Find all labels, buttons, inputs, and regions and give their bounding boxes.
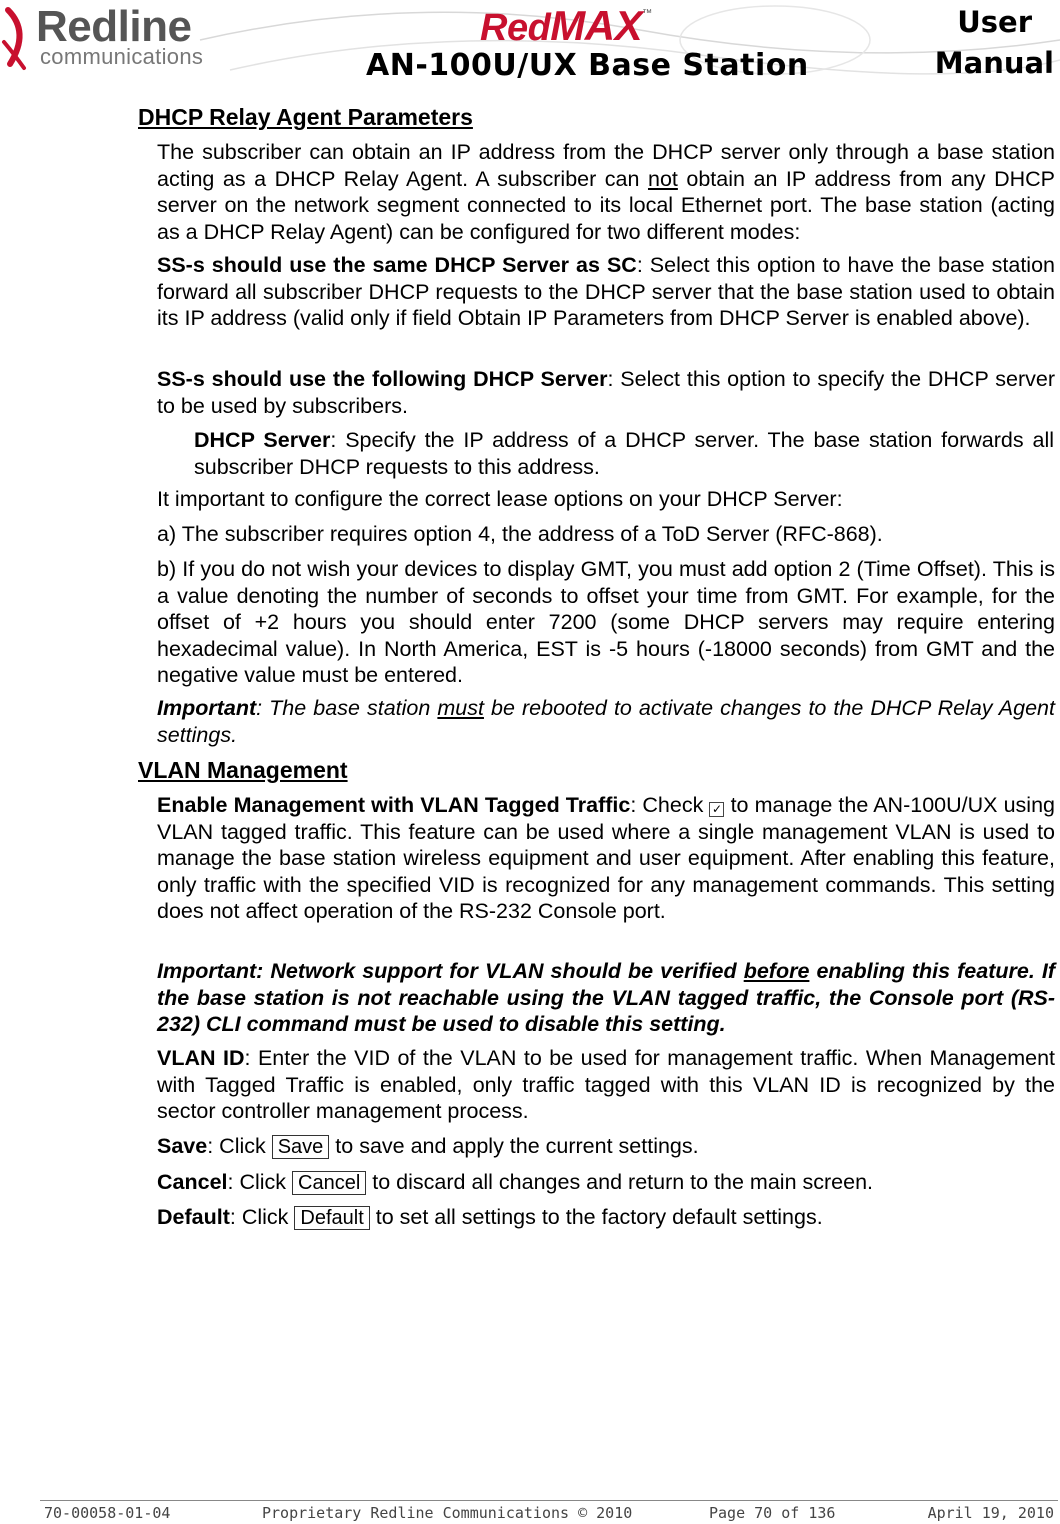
save-label: Save <box>157 1134 208 1158</box>
brand-trademark: ™ <box>642 8 652 19</box>
important-text-1: : The base station <box>256 696 438 720</box>
enable-vlan-option <box>157 792 1055 925</box>
following-server-text: : Select this option to specify the DHCP server to be used by subscribers. <box>157 367 1055 418</box>
footer-page-number: Page 70 of 136 <box>709 1504 836 1522</box>
dhcp-server-text: : Specify the IP address of a DHCP server. The base station forwards all subscriber DHCP requests to this address. <box>194 428 1055 479</box>
logo-name: Redline <box>36 2 192 51</box>
warning-label: Important <box>157 959 257 983</box>
important-label: Important <box>157 696 257 720</box>
intro-text-1: The subscriber can obtain an IP address from the DHCP server only through a base station acting as a DHCP Relay Agent. A subscriber can <box>157 140 1055 191</box>
enable-vlan-label: Enable Management with VLAN Tagged Traffic <box>157 793 631 817</box>
footer-doc-id: 70-00058-01-04 <box>44 1504 171 1522</box>
vlan-id-text: : Enter the VID of the VLAN to be used for management traffic. When Management with Tagged Traffic is enabled, only traffic tagged with this VLAN ID is recognized by the sector controller management process. <box>157 1046 1055 1123</box>
lease-options-intro: It important to configure the correct lease options on your DHCP Server: <box>157 487 843 511</box>
redmax-brand <box>480 2 652 50</box>
default-click-text: : Click <box>229 1205 295 1229</box>
footer-date: April 19, 2010 <box>927 1504 1054 1522</box>
dhcp-relay-heading: DHCP Relay Agent Parameters <box>138 104 473 130</box>
important-text-2: be rebooted to activate changes to the DHCP Relay Agent settings. <box>157 696 1055 747</box>
same-server-option <box>157 252 1055 332</box>
save-description <box>157 1133 1055 1160</box>
vlan-important-warning <box>157 958 1055 1038</box>
dhcp-server-label: DHCP Server <box>194 428 331 452</box>
cancel-button[interactable]: Cancel <box>292 1171 366 1195</box>
save-button[interactable]: Save <box>272 1135 330 1159</box>
vlan-id-field <box>157 1045 1055 1125</box>
important-must-emphasis: must <box>437 696 484 720</box>
manual-title-line1: User <box>957 5 1032 39</box>
page-header <box>0 0 1060 88</box>
intro-text-2: obtain an IP address from any DHCP server on the network segment connected to its local Ethernet port. The base station (acting as a DHCP Relay Agent) can be configured for two different modes: <box>157 166 1055 244</box>
warning-before-emphasis: before <box>743 959 810 983</box>
same-server-text: : Select this option to have the base station forward all subscriber DHCP requests to the DHCP server that the base station used to obtain its IP address (valid only if field Obtain IP Parameters from DHCP Server is enabled above). <box>157 253 1055 330</box>
checkbox-checked-icon: ✓ <box>709 802 724 817</box>
following-server-label: SS-s should use the following DHCP Server <box>157 367 608 391</box>
lease-option-a: a) The subscriber requires option 4, the address of a ToD Server (RFC-868). <box>157 522 883 546</box>
lease-option-b: b) If you do not wish your devices to display GMT, you must add option 2 (Time Offset). This is a value denoting the number of seconds to offset your time from GMT. For example, for the offset of +2 hours you should enter 7200 (some DHCP servers may require entering hexadecimal value). In North America, EST is -5 hours (-18000 seconds) from GMT and the negative value must be entered. <box>157 557 1055 687</box>
save-text: to save and apply the current settings. <box>329 1134 699 1158</box>
dhcp-important-note <box>157 695 1055 748</box>
cancel-description <box>157 1169 1055 1196</box>
default-label: Default <box>157 1205 230 1229</box>
vlan-management-heading: VLAN Management <box>138 757 348 783</box>
warning-text-2: enabling this feature. If the base station is not reachable using the VLAN tagged traffic, the Console port (RS-232) CLI command must be used to disable this setting. <box>157 959 1055 1036</box>
manual-title-line2: Manual <box>934 46 1054 80</box>
user-manual-title <box>935 2 1054 84</box>
footer-divider <box>40 1500 1058 1501</box>
save-click-text: : Click <box>207 1134 272 1158</box>
default-button[interactable]: Default <box>294 1206 369 1230</box>
footer-copyright: Proprietary Redline Communications © 2010 <box>262 1504 633 1522</box>
default-text: to set all settings to the factory default settings. <box>369 1205 823 1229</box>
dhcp-relay-intro <box>157 139 1055 245</box>
vlan-id-label: VLAN ID <box>157 1046 245 1070</box>
cancel-text: to discard all changes and return to the main screen. <box>366 1170 874 1194</box>
cancel-label: Cancel <box>157 1170 228 1194</box>
logo-subtitle: communications <box>40 44 204 69</box>
enable-vlan-text-2: to manage the AN-100U/UX using VLAN tagged traffic. This feature can be used where a single management VLAN is used to manage the base station wireless equipment and user equipment. After enabling this feature, only traffic with the specified VID is recognized for any management commands. This setting does not affect operation of the RS-232 Console port. <box>157 793 1055 923</box>
default-description <box>157 1204 1055 1231</box>
brand-red: Red <box>480 7 551 49</box>
product-title: AN-100U/UX Base Station <box>366 48 809 83</box>
following-server-option <box>157 366 1055 419</box>
same-server-label: SS-s should use the same DHCP Server as SC <box>157 253 637 277</box>
enable-vlan-text-1: : Check <box>630 793 710 817</box>
dhcp-server-field <box>194 427 1054 480</box>
warning-text-1: : Network support for VLAN should be verified <box>256 959 744 983</box>
brand-max: MAX <box>550 2 643 49</box>
redline-logo <box>0 0 210 80</box>
intro-not-emphasis: not <box>647 166 678 191</box>
redline-swirl-icon <box>0 2 36 74</box>
cancel-click-text: : Click <box>227 1170 293 1194</box>
